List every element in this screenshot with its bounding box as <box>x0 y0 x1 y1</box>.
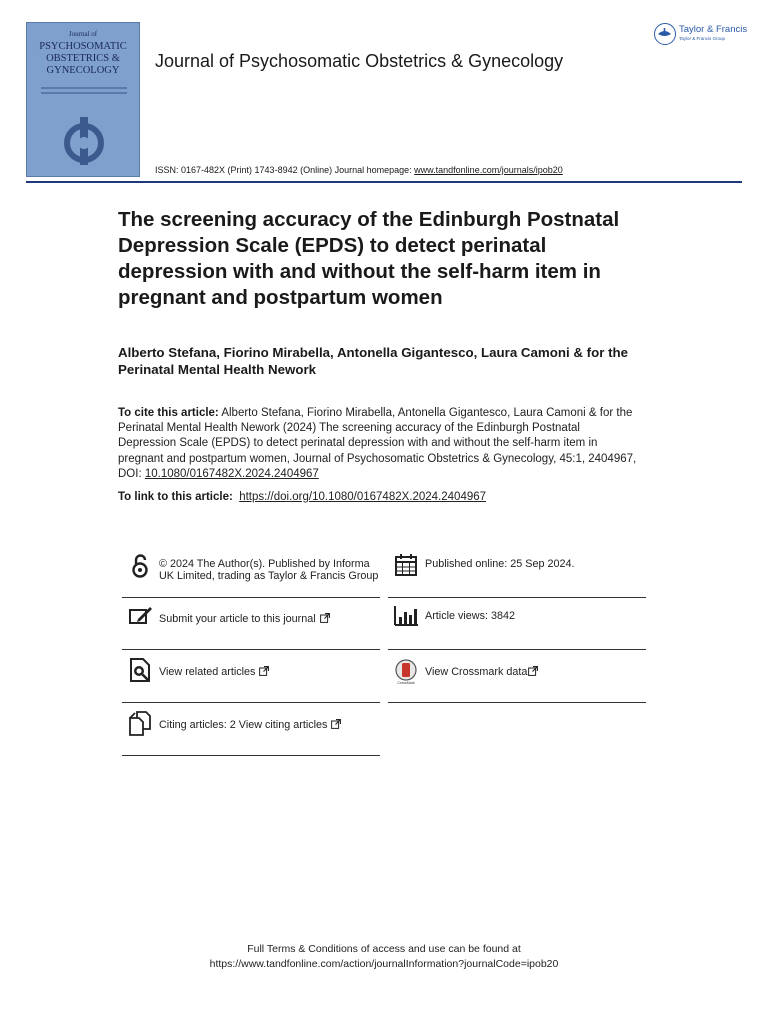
published-date: Published online: 25 Sep 2024. <box>425 558 575 570</box>
publisher-name: Taylor & Francis <box>679 24 748 35</box>
article-link-label: To link to this article: <box>118 491 233 503</box>
article-authors: Alberto Stefana, Fiorino Mirabella, Antonella Gigantesco, Laura Camoni & for the Perinatal Mental Health Nework <box>118 345 629 377</box>
journal-name: Journal of Psychosomatic Obstetrics & Gynecology <box>155 51 564 71</box>
article-doi-url[interactable]: https://doi.org/10.1080/0167482X.2024.2404967 <box>239 491 487 503</box>
cover-title <box>27 41 139 77</box>
cell-divider <box>388 702 646 703</box>
cover-emblem-icon <box>59 111 109 171</box>
crossmark-link[interactable] <box>425 666 645 678</box>
open-access-cell <box>122 549 380 598</box>
citing-articles-link[interactable] <box>159 719 379 731</box>
cover-title-line-2: OBSTETRICS & <box>46 53 120 64</box>
related-articles-link[interactable] <box>159 666 379 678</box>
open-access-icon <box>127 553 153 579</box>
cover-title-line-3: GYNECOLOGY <box>46 65 120 76</box>
citing-articles-icon <box>127 710 153 736</box>
related-articles-cell[interactable] <box>122 650 380 703</box>
external-link-icon <box>259 666 269 676</box>
citing-articles-label: Citing articles: 2 View citing articles <box>159 719 328 731</box>
crossmark-label: View Crossmark data <box>425 666 528 678</box>
citation-label: To cite this article: <box>118 407 219 419</box>
calendar-icon <box>393 552 419 578</box>
terms-footer <box>0 942 768 972</box>
terms-line: Full Terms & Conditions of access and use can be found at <box>247 943 521 955</box>
article-title: The screening accuracy of the Edinburgh Postnatal Depression Scale (EPDS) to detect perinatal depression with and without the self-harm item in pregnant and postpartum women <box>118 208 620 309</box>
publisher-logo <box>654 22 746 48</box>
terms-url[interactable]: https://www.tandfonline.com/action/journalInformation?journalCode=ipob20 <box>209 958 559 970</box>
bar-chart-icon <box>393 603 419 629</box>
journal-homepage-link[interactable]: www.tandfonline.com/journals/ipob20 <box>414 165 563 175</box>
citation-block <box>118 406 638 482</box>
journal-cover <box>26 22 140 177</box>
article-link-block <box>118 490 638 505</box>
cover-subtitle-lines <box>41 87 127 97</box>
issn-line <box>155 165 563 175</box>
published-cell <box>388 549 646 598</box>
publisher-logo-icon <box>654 23 676 45</box>
edit-icon <box>127 604 153 630</box>
related-articles-icon <box>127 657 153 683</box>
submit-article-link[interactable] <box>159 613 379 625</box>
crossmark-badge-label: CrossMark <box>397 681 415 685</box>
submit-article-label: Submit your article to this journal <box>159 613 316 625</box>
header-rule <box>26 181 742 183</box>
cover-title-line-1: PSYCHOSOMATIC <box>39 41 127 52</box>
article-views: Article views: 3842 <box>425 610 516 622</box>
external-link-icon <box>320 613 330 623</box>
related-articles-label: View related articles <box>159 666 256 678</box>
citation-text: Alberto Stefana, Fiorino Mirabella, Antonella Gigantesco, Laura Camoni & for the Perinatal Mental Health Nework (2024) The screening accuracy of the Edinburgh Postnatal Depression Scale (EPDS) to detect perinatal depression with and without the self-harm item in pregnant and postpartum women, Journal of Psychosomatic Obstetrics & Gynecology, 45:1, 2404967, DOI: <box>118 407 637 480</box>
citing-articles-cell[interactable] <box>122 703 380 756</box>
cell-divider <box>122 755 380 756</box>
external-link-icon <box>528 666 538 676</box>
article-views-cell <box>388 598 646 650</box>
crossmark-cell[interactable] <box>388 650 646 703</box>
citation-doi-link[interactable]: 10.1080/0167482X.2024.2404967 <box>144 467 319 480</box>
issn-text: ISSN: 0167-482X (Print) 1743-8942 (Online) Journal homepage: <box>155 165 415 175</box>
cover-small-label: Journal of <box>68 30 98 38</box>
submit-article-cell[interactable] <box>122 598 380 650</box>
copyright-text: © 2024 The Author(s). Published by Informa UK Limited, trading as Taylor & Francis Group <box>159 558 379 582</box>
publisher-sub: Taylor & Francis Group <box>679 36 726 41</box>
external-link-icon <box>331 719 341 729</box>
